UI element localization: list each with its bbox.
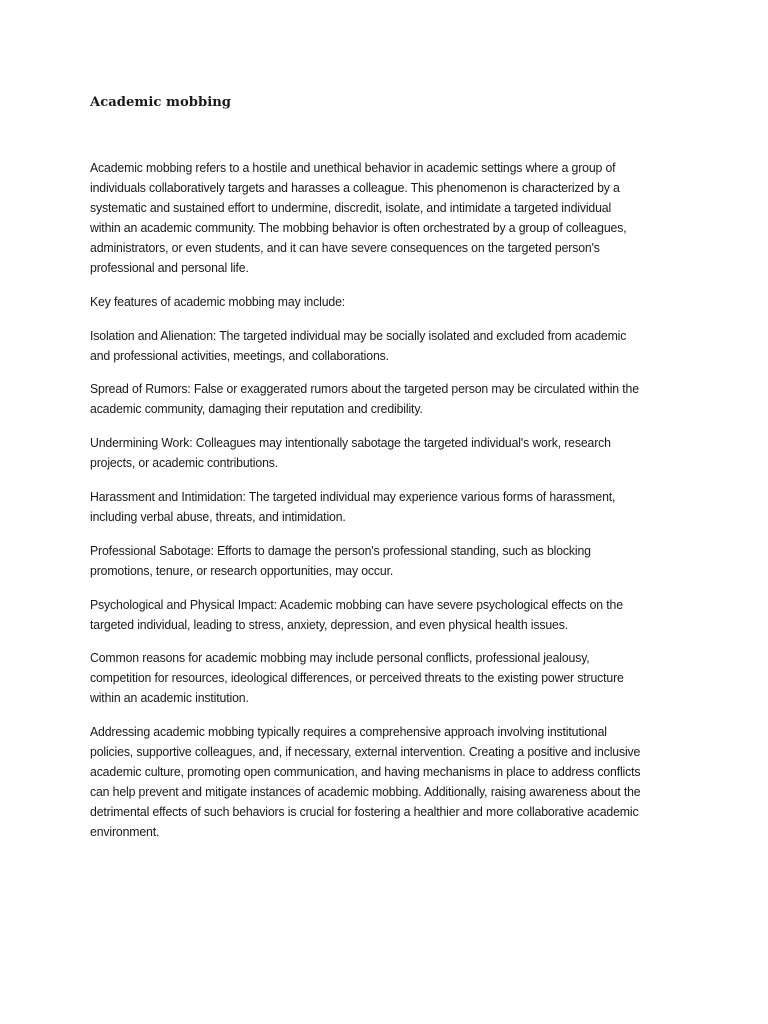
paragraph-line: detrimental effects of such behaviors is crucial for fostering a healthier and more collaborative academic bbox=[90, 805, 639, 820]
body-paragraph bbox=[90, 595, 690, 635]
paragraph-line: systematic and sustained effort to undermine, discredit, isolate, and intimidate a targeted individual bbox=[90, 201, 612, 215]
paragraph-line: and professional activities, meetings, and collaborations. bbox=[90, 348, 389, 363]
paragraph-line: Psychological and Physical Impact: Academic mobbing can have severe psychological effects on the bbox=[90, 597, 623, 612]
document-title: Academic mobbing bbox=[90, 95, 232, 110]
paragraph-line: Addressing academic mobbing typically requires a comprehensive approach involving institutional bbox=[90, 725, 607, 740]
paragraph-line: within an academic institution. bbox=[90, 691, 249, 706]
paragraph-line: academic culture, promoting open communication, and having mechanisms in place to address conflicts bbox=[90, 765, 641, 780]
paragraph-line: professional and personal life. bbox=[90, 261, 249, 275]
paragraph-line: projects, or academic contributions. bbox=[90, 456, 279, 471]
paragraph-line: policies, supportive colleagues, and, if necessary, external intervention. Creating a positive and inclusive bbox=[90, 745, 641, 760]
document-body bbox=[90, 158, 690, 856]
paragraph-line: Harassment and Intimidation: The targeted individual may experience various forms of harassment, bbox=[90, 489, 616, 504]
body-paragraph bbox=[90, 648, 690, 708]
paragraph-line: individuals collaboratively targets and harasses a colleague. This phenomenon is characterized by a bbox=[90, 181, 620, 195]
paragraph-line: can help prevent and mitigate instances of academic mobbing. Additionally, raising awareness about the bbox=[90, 785, 641, 800]
paragraph-line: environment. bbox=[90, 825, 160, 840]
body-paragraph bbox=[90, 379, 690, 419]
body-paragraph bbox=[90, 487, 690, 527]
paragraph-line: administrators, or even students, and it can have severe consequences on the targeted person's bbox=[90, 241, 600, 255]
paragraph-line: Undermining Work: Colleagues may intentionally sabotage the targeted individual's work, research bbox=[90, 436, 611, 451]
body-paragraph bbox=[90, 326, 690, 366]
body-paragraph bbox=[90, 433, 690, 473]
paragraph-line: targeted individual, leading to stress, anxiety, depression, and even physical health issues. bbox=[90, 617, 569, 632]
body-paragraph bbox=[90, 158, 690, 278]
body-paragraph bbox=[90, 722, 690, 842]
body-paragraph bbox=[90, 292, 690, 312]
paragraph-line: Spread of Rumors: False or exaggerated rumors about the targeted person may be circulated within the bbox=[90, 382, 639, 397]
paragraph-line: academic community, damaging their reputation and credibility. bbox=[90, 402, 423, 417]
paragraph-line: including verbal abuse, threats, and intimidation. bbox=[90, 509, 346, 524]
paragraph-line: within an academic community. The mobbing behavior is often orchestrated by a group of colleagues, bbox=[90, 221, 627, 235]
paragraph-line: Academic mobbing refers to a hostile and unethical behavior in academic settings where a group of bbox=[90, 161, 616, 175]
paragraph-line: Common reasons for academic mobbing may include personal conflicts, professional jealousy, bbox=[90, 651, 590, 666]
paragraph-line: competition for resources, ideological differences, or perceived threats to the existing power structure bbox=[90, 671, 624, 686]
paragraph-line: Key features of academic mobbing may include: bbox=[90, 294, 346, 309]
paragraph-line: Professional Sabotage: Efforts to damage the person's professional standing, such as blocking bbox=[90, 543, 591, 558]
paragraph-line: promotions, tenure, or research opportunities, may occur. bbox=[90, 563, 394, 578]
body-paragraph bbox=[90, 541, 690, 581]
paragraph-line: Isolation and Alienation: The targeted individual may be socially isolated and excluded from academic bbox=[90, 328, 627, 343]
